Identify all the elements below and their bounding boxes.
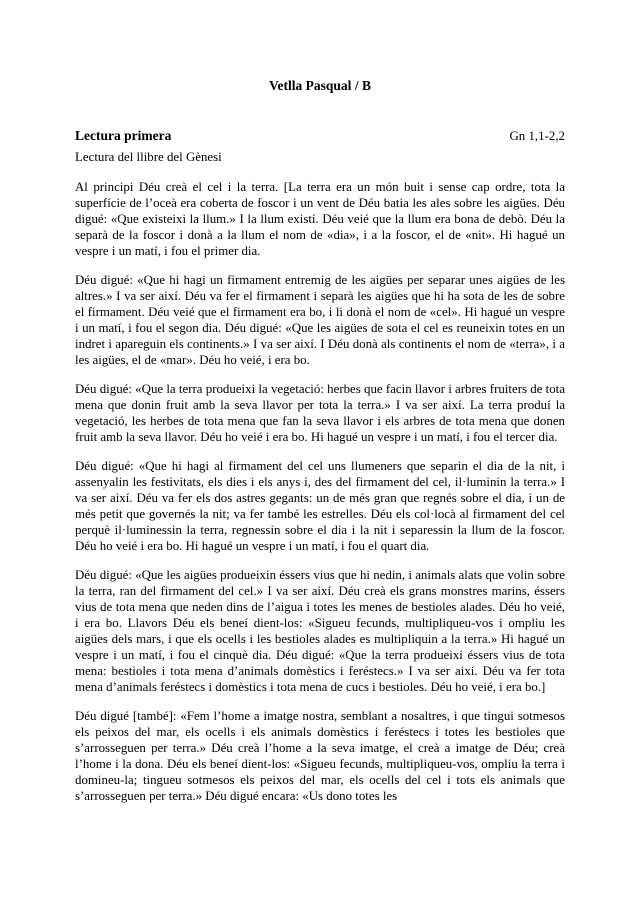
reading-heading-row (75, 127, 565, 144)
page-title: Vetlla Pasqual / B (269, 78, 371, 93)
reading-heading: Lectura primera (75, 128, 172, 143)
paragraph-6: Déu digué [també]: «Fem l’home a imatge nostra, semblant a nosaltres, i que tingui sotmesos els peixos del mar, els ocells i els animals domèstics i feréstecs i totes les bestioles que s’arrosseguen per terra.» Déu creà l’home a la seva imatge, el creà a imatge de Déu; creà l’home i la dona. Déu els beneí dient-los: «Sigueu fecunds, multipliqueu-vos, ompliu la terra i domineu-la; tingueu sotmesos els peixos del mar, els ocells del cel i tots els animals que s’arrosseguen per terra.» Déu digué encara: «Us dono totes les (75, 709, 565, 803)
reading-source-line: Lectura del llibre del Gènesi (75, 150, 222, 164)
paragraph-1: Al principi Déu creà el cel i la terra. [La terra era un món buit i sense cap ordre, tota la superfície de l’oceà era coberta de foscor i un vent de Déu batia les ales sobre les aigües. Déu digué: «Que existeixi la llum.» I la llum existí. Déu veié que la llum era bona de debò. Déu la separà de la foscor i donà a la llum el nom de «dia», i a la foscor, el de «nit». Hi hagué un vespre i un matí, i fou el primer dia. (75, 180, 565, 258)
paragraph-3: Déu digué: «Que la terra produeixi la vegetació: herbes que facin llavor i arbres fruiters de tota mena que donin fruit amb la seva llavor per tota la terra.» I va ser així. La terra produí la vegetació, les herbes de tota mena que fan la seva llavor i els arbres de tota mena que donen fruit amb la seva llavor. Déu ho veié i era bo. Hi hagué un vespre i un matí, i fou el tercer dia. (75, 382, 565, 444)
scripture-reference: Gn 1,1-2,2 (509, 129, 565, 143)
paragraph-2: Déu digué: «Que hi hagi un firmament entremig de les aigües per separar unes aigües de les altres.» I va ser així. Déu va fer el firmament i separà les aigües que hi ha sota de les de sobre el firmament. Déu veié que el firmament era bo, i li donà el nom de «cel». Hi hagué un vespre i un matí, i fou el segon dia. Déu digué: «Que les aigües de sota el cel es reuneixin totes en un indret i apareguin els continents.» I va ser així. I Déu donà als continents el nom de «terra», i a les aigües, el de «mar». Déu ho veié, i era bo. (75, 273, 565, 367)
paragraph-5: Déu digué: «Que les aigües produeixin éssers vius que hi nedin, i animals alats que volin sobre la terra, ran del firmament del cel.» I va ser així. Déu creà els grans monstres marins, éssers vius de tota mena que neden dins de l’aigua i totes les menes de bestioles alades. Déu ho veié, i era bo. Llavors Déu els beneí dient-los: «Sigueu fecunds, multipliqueu-vos i ompliu les aigües dels mars, i que els ocells i les bestioles alades es multipliquin a la terra.» Hi hagué un vespre i un matí, i fou el cinquè dia. Déu digué: «Que la terra produeixi éssers vius de tota mena: bestioles i tota mena d’animals domèstics i feréstecs.» I va ser així. Déu va fer tota mena d’animals feréstecs i domèstics i tota mena de cucs i bestioles. Déu ho veié, i era bo.] (75, 568, 565, 694)
paragraph-4: Déu digué: «Que hi hagi al firmament del cel uns llumeners que separin el dia de la nit, i assenyalin les festivitats, els dies i els anys i, des del firmament del cel, il·luminin la terra.» I va ser així. Déu va fer els dos astres gegants: un de més gran que regnés sobre el dia, i un de més petit que governés la nit; va fer també les estrelles. Déu els col·locà al firmament del cel perquè il·luminessin la terra, regnessin sobre el dia i la nit i separessin la llum de la foscor. Déu ho veié i era bo. Hi hagué un vespre i un matí, i fou el quart dia. (75, 459, 565, 553)
